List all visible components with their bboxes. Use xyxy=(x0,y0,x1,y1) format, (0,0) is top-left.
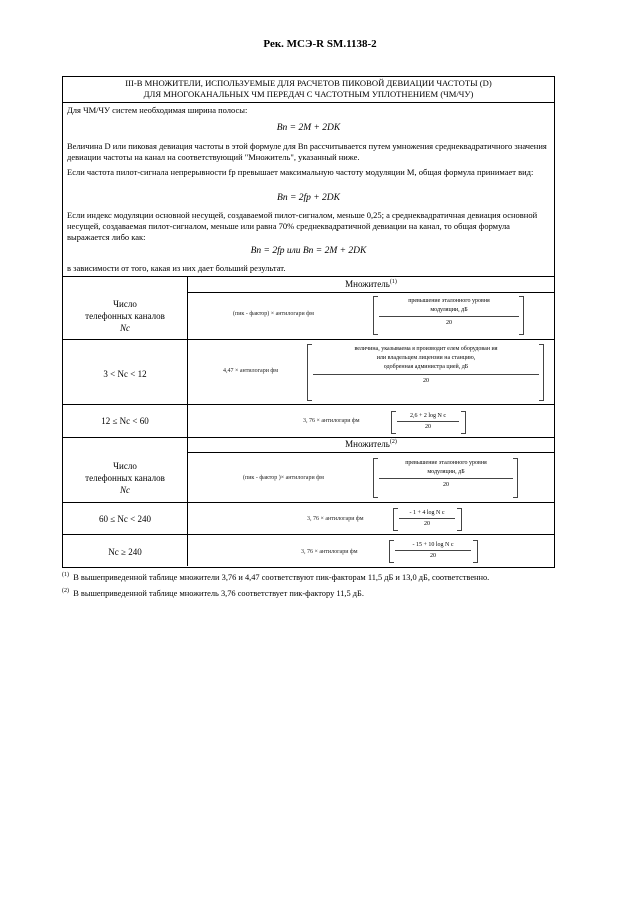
channels-header-1 xyxy=(63,298,187,334)
channels-header-line: Число xyxy=(113,299,137,309)
channels-header-line: Nc xyxy=(120,485,130,495)
table-rule xyxy=(63,437,554,438)
title-line-2: ДЛЯ МНОГОКАНАЛЬНЫХ ЧМ ПЕРЕДАЧ С ЧАСТОТНЫМ УПЛОТНЕНИЕМ (ЧМ/ЧУ) xyxy=(143,89,474,99)
row4-numerator: - 1 + 4 log N c xyxy=(409,510,445,516)
channels-header-line: Число xyxy=(113,461,137,471)
fraction-line xyxy=(399,518,455,519)
table-rule xyxy=(187,292,554,293)
channels-header-2 xyxy=(63,460,187,496)
title-line-1: III-B МНОЖИТЕЛИ, ИСПОЛЬЗУЕМЫЕ ДЛЯ РАСЧЕТОВ ПИКОВОЙ ДЕВИАЦИИ ЧАСТОТЫ (D) xyxy=(125,78,492,88)
formula-2: Bn = 2fp + 2DK xyxy=(277,193,340,203)
table-column-divider xyxy=(187,276,188,566)
row1-numerator-2: или владельцем лицензии на станцию, xyxy=(376,355,476,361)
row0-formula-prefix: (пик - фактор) × антилогари фм xyxy=(233,311,314,317)
formula-3: Bn = 2fp или Bn = 2M + 2DK xyxy=(250,246,367,256)
fraction-line xyxy=(397,421,459,422)
multiplier-header-2: Множитель$^{(2)}$ xyxy=(345,439,397,449)
row2-label: 12 ≤ Nc < 60 xyxy=(101,416,149,426)
row1-numerator-1: величина, указываема я производит елем оборудован ия xyxy=(354,346,498,352)
row0-denominator: 20 xyxy=(446,320,452,326)
row3-numerator-2: модуляции, дБ xyxy=(427,469,465,475)
row2-formula-prefix: 3, 76 × антилогари фм xyxy=(303,418,360,424)
fraction-line xyxy=(379,478,513,479)
fraction-line xyxy=(379,316,519,317)
table-rule xyxy=(187,452,554,453)
row1-label: 3 < Nc < 12 xyxy=(103,369,147,379)
row0-numerator-2: модуляции, дБ xyxy=(430,307,468,313)
row2-denominator: 20 xyxy=(425,424,431,430)
row5-formula-prefix: 3, 76 × антилогари фм xyxy=(301,549,358,555)
row1-denominator: 20 xyxy=(423,378,429,384)
table-rule xyxy=(63,534,554,535)
row1-formula-prefix: 4,47 × антилогари фм xyxy=(223,368,279,374)
formula-1: Bn = 2M + 2DK xyxy=(276,123,341,133)
table-rule xyxy=(63,502,554,503)
row4-label: 60 ≤ Nc < 240 xyxy=(98,514,151,524)
row1-numerator-3: одобренная администра цией, дБ xyxy=(383,364,469,370)
table-rule xyxy=(63,404,554,405)
multiplier-header-1: Множитель$^{(1)}$ xyxy=(345,279,397,289)
paragraph-5: в зависимости от того, какая из них дает больший результат. xyxy=(67,263,286,273)
row3-denominator: 20 xyxy=(443,482,449,488)
row4-formula-prefix: 3, 76 × антилогари фм xyxy=(307,516,364,522)
channels-header-line: телефонных каналов xyxy=(85,311,165,321)
row5-label: Nc ≥ 240 xyxy=(108,547,142,557)
row4-denominator: 20 xyxy=(424,521,430,527)
paragraph-2: Величина D или пиковая девиация частоты в этой формуле для Bn рассчитывается путем умножения среднеквадратичного значения девиации частоты на канал на соответствующий "Множитель", указанный ниже. xyxy=(67,141,547,162)
main-table-frame xyxy=(62,76,555,568)
fraction-line xyxy=(313,374,539,375)
paragraph-4: Если индекс модуляции основной несущей, создаваемой пилот-сигналом, меньше 0,25; а среднеквадратичная девиация основной несущей, создаваемая пилот-сигналом, меньше или равна 70% среднеквадратичной девиации на канал, то общая формула выражается либо как: xyxy=(67,210,538,242)
footnote-1: $^{(1)}$ В вышеприведенной таблице множители 3,76 и 4,47 соответствуют пик-факторам 11,5 дБ и 13,0 дБ, соответственно. xyxy=(62,572,490,582)
footnote-2: $^{(2)}$ В вышеприведенной таблице множитель 3,76 соответствует пик-фактору 11,5 дБ. xyxy=(62,588,364,598)
paragraph-3: Если частота пилот-сигнала непрерывности fp превышает максимальную частоту модуляции M, общая формула принимает вид: xyxy=(67,167,534,177)
channels-header-line: Nc xyxy=(120,323,130,333)
row5-denominator: 20 xyxy=(430,553,436,559)
row3-formula-prefix: (пик - фактор )× антилогари фм xyxy=(243,475,324,481)
page-header: Рек. МСЭ-R SM.1138-2 xyxy=(263,38,377,50)
fraction-line xyxy=(395,550,471,551)
table-rule xyxy=(63,276,554,277)
row2-numerator: 2,6 + 2 log N c xyxy=(409,413,447,419)
paragraph-1: Для ЧМ/ЧУ систем необходимая ширина полосы: xyxy=(67,105,248,115)
table-rule xyxy=(63,339,554,340)
row3-numerator: превышение эталонного уровня xyxy=(405,460,487,466)
row5-numerator: - 15 + 10 log N c xyxy=(412,542,454,548)
section-title xyxy=(63,77,554,103)
row0-numerator: превышение эталонного уровня xyxy=(408,298,490,304)
channels-header-line: телефонных каналов xyxy=(85,473,165,483)
